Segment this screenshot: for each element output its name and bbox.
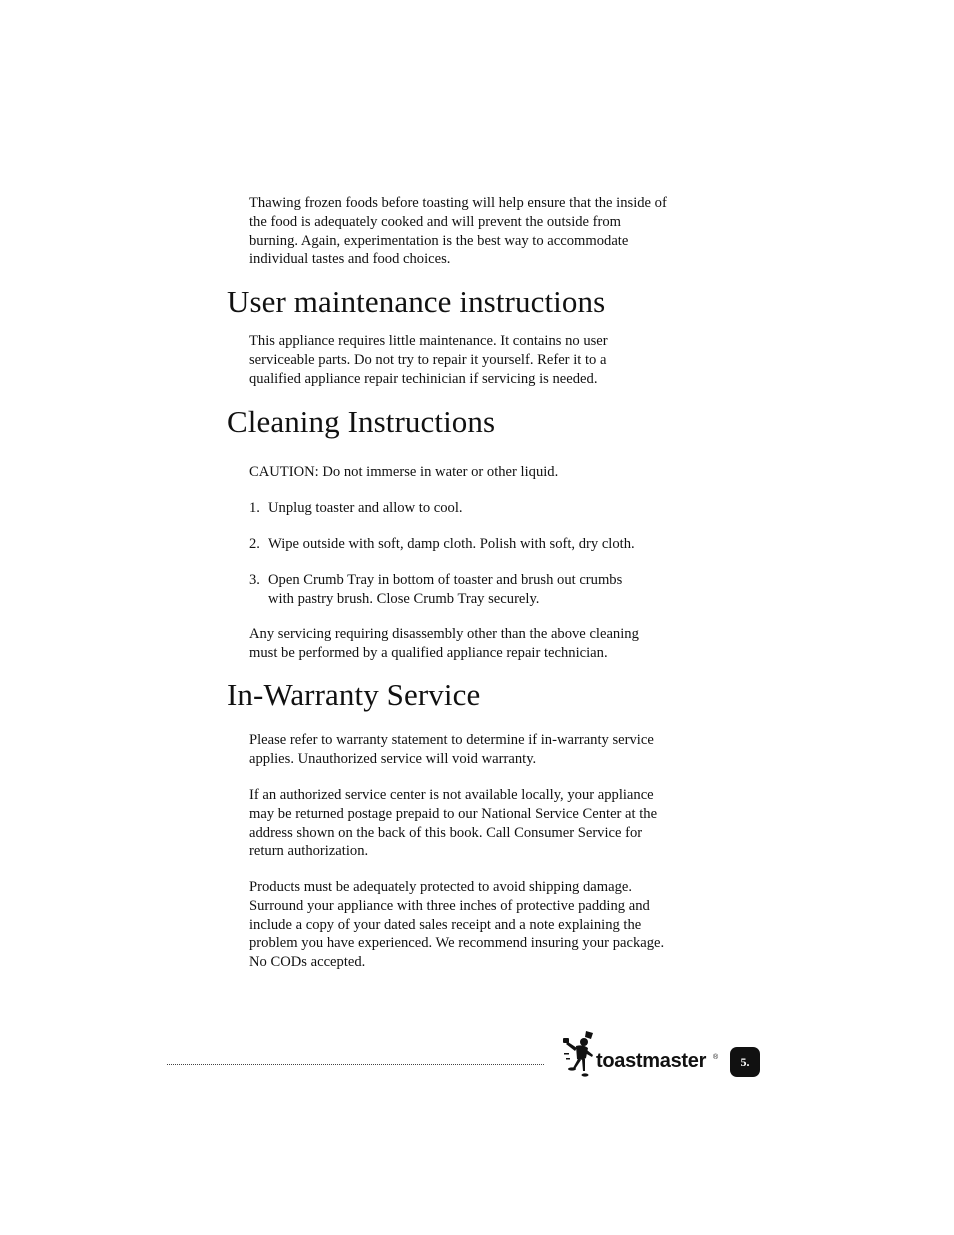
warranty-paragraph-3: Products must be adequately protected to avoid shipping damage. Surround your appliance with three inches of protective padding and include a copy of your dated sales receipt and a note explaining the problem you have experienced. We recommend insuring your package. No CODs accepted.	[249, 879, 665, 971]
warranty-paragraph-1: Please refer to warranty statement to determine if in-warranty service applies. Unauthorized service will void warranty.	[249, 732, 654, 767]
step-text: Wipe outside with soft, damp cloth. Polish with soft, dry cloth.	[268, 536, 635, 552]
step-text: Open Crumb Tray in bottom of toaster and brush out crumbs with pastry brush. Close Crumb Tray securely.	[268, 572, 623, 607]
footer-dotted-rule	[167, 1064, 544, 1065]
brand-wordmark: toastmaster	[596, 1050, 707, 1072]
step-number: 3.	[249, 572, 260, 588]
intro-paragraph: Thawing frozen foods before toasting will help ensure that the inside of the food is adequately cooked and will prevent the outside from burning. Again, experimentation is the best way to accommodate individual tastes and food choices.	[249, 195, 667, 268]
cleaning-heading: Cleaning Instructions	[227, 404, 496, 439]
maintenance-heading: User maintenance instructions	[227, 284, 606, 319]
caution-text: CAUTION: Do not immerse in water or other liquid.	[249, 464, 559, 480]
toastmaster-logo	[562, 1028, 732, 1082]
step-text: Unplug toaster and allow to cool.	[268, 500, 463, 516]
page-number-badge: 5.	[730, 1047, 760, 1077]
chef-mascot-icon	[562, 1028, 596, 1082]
cleaning-closing-paragraph: Any servicing requiring disassembly other than the above cleaning must be performed by a qualified appliance repair technician.	[249, 626, 639, 661]
registered-mark: ®	[713, 1054, 719, 1061]
warranty-paragraph-2: If an authorized service center is not available locally, your appliance may be returned postage prepaid to our National Service Center at the address shown on the back of this book. Call Consumer Service for return authorization.	[249, 787, 658, 860]
step-number: 2.	[249, 536, 260, 552]
maintenance-paragraph: This appliance requires little maintenance. It contains no user serviceable parts. Do not try to repair it yourself. Refer it to a qualified appliance repair techinician if servicing is needed.	[249, 333, 608, 387]
cleaning-step-2	[249, 535, 719, 554]
cleaning-step-3	[249, 571, 719, 609]
step-number: 1.	[249, 500, 260, 516]
cleaning-step-1	[249, 499, 719, 518]
warranty-heading: In-Warranty Service	[227, 677, 481, 712]
